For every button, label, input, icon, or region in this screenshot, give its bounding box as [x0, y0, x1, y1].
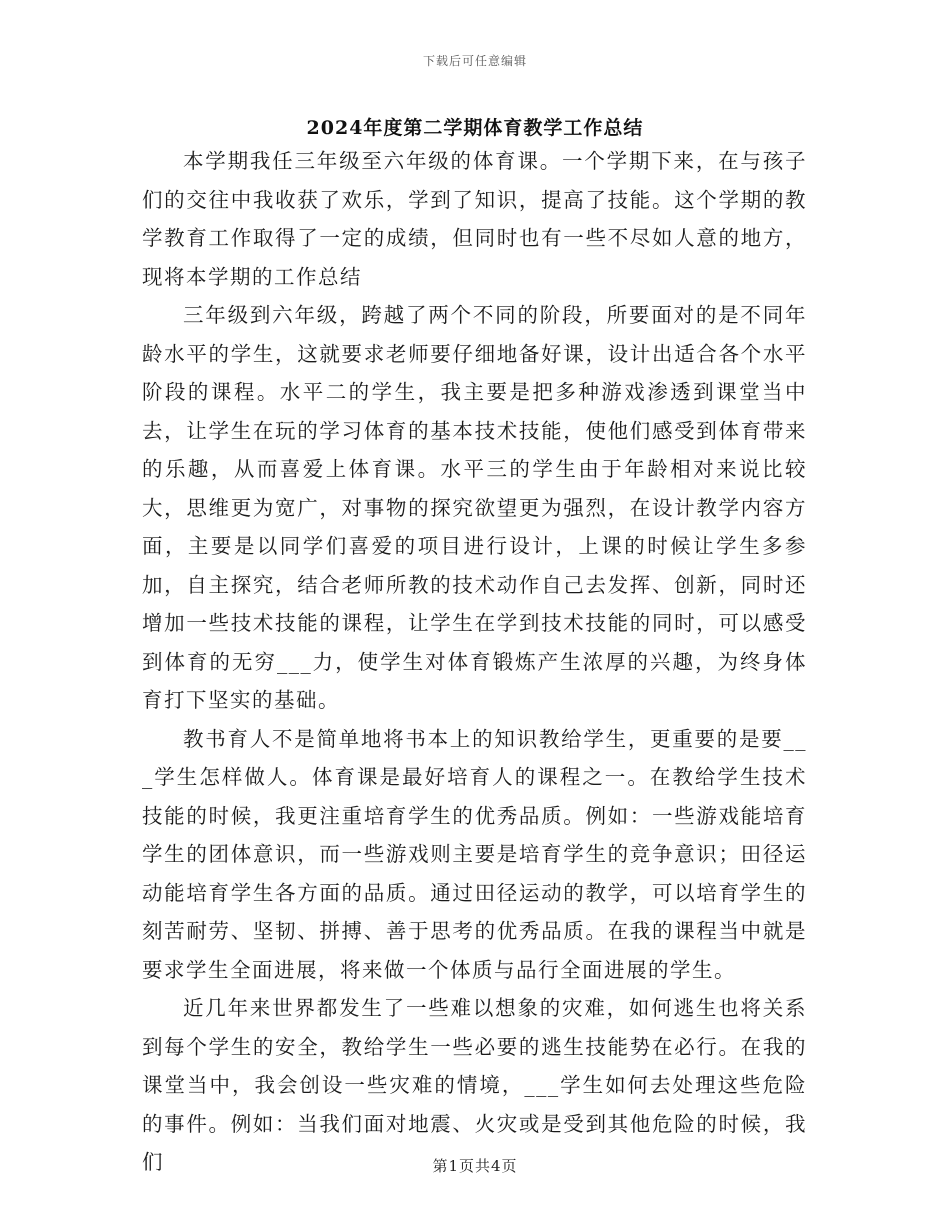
paragraph-2: 三年级到六年级，跨越了两个不同的阶段，所要面对的是不同年龄水平的学生，这就要求老师要仔细地备好课，设计出适合各个水平阶段的课程。水平二的学生，我主要是把多种游戏渗透到课堂当中去，让学生在玩的学习体育的基本技术技能，使他们感受到体育带来的乐趣，从而喜爱上体育课。水平三的学生由于年龄相对来说比较大，思维更为宽广，对事物的探究欲望更为强烈，在设计教学内容方面，主要是以同学们喜爱的项目进行设计，上课的时候让学生多参加，自主探究，结合老师所教的技术动作自己去发挥、创新，同时还增加一些技术技能的课程，让学生在学到技术技能的同时，可以感受到体育的无穷___力，使学生对体育锻炼产生浓厚的兴趣，为终身体育打下坚实的基础。: [142, 303, 807, 712]
paragraph-4: 近几年来世界都发生了一些难以想象的灾难，如何逃生也将关系到每个学生的安全，教给学生一些必要的逃生技能势在必行。在我的课堂当中，我会创设一些灾难的情境，___学生如何去处理这些危险的事件。例如：当我们面对地震、火灾或是受到其他危险的时候，我们: [142, 996, 807, 1174]
document-body: [142, 142, 807, 1182]
document-title: 2024年度第二学期体育教学工作总结: [306, 117, 644, 139]
page-number-footer: 第1页共4页: [432, 1157, 518, 1175]
paragraph-1: 本学期我任三年级至六年级的体育课。一个学期下来，在与孩子们的交往中我收获了欢乐，学到了知识，提高了技能。这个学期的教学教育工作取得了一定的成绩，但同时也有一些不尽如人意的地方，现将本学期的工作总结: [142, 149, 807, 289]
paragraph-3: 教书育人不是简单地将书本上的知识教给学生，更重要的是要___学生怎样做人。体育课是最好培育人的课程之一。在教给学生技术技能的时候，我更注重培育学生的优秀品质。例如：一些游戏能培育学生的团体意识，而一些游戏则主要是培育学生的竞争意识；田径运动能培育学生各方面的品质。通过田径运动的教学，可以培育学生的刻苦耐劳、坚韧、拼搏、善于思考的优秀品质。在我的课程当中就是要求学生全面进展，将来做一个体质与品行全面进展的学生。: [142, 726, 807, 982]
header-note: 下载后可任意编辑: [422, 54, 527, 68]
